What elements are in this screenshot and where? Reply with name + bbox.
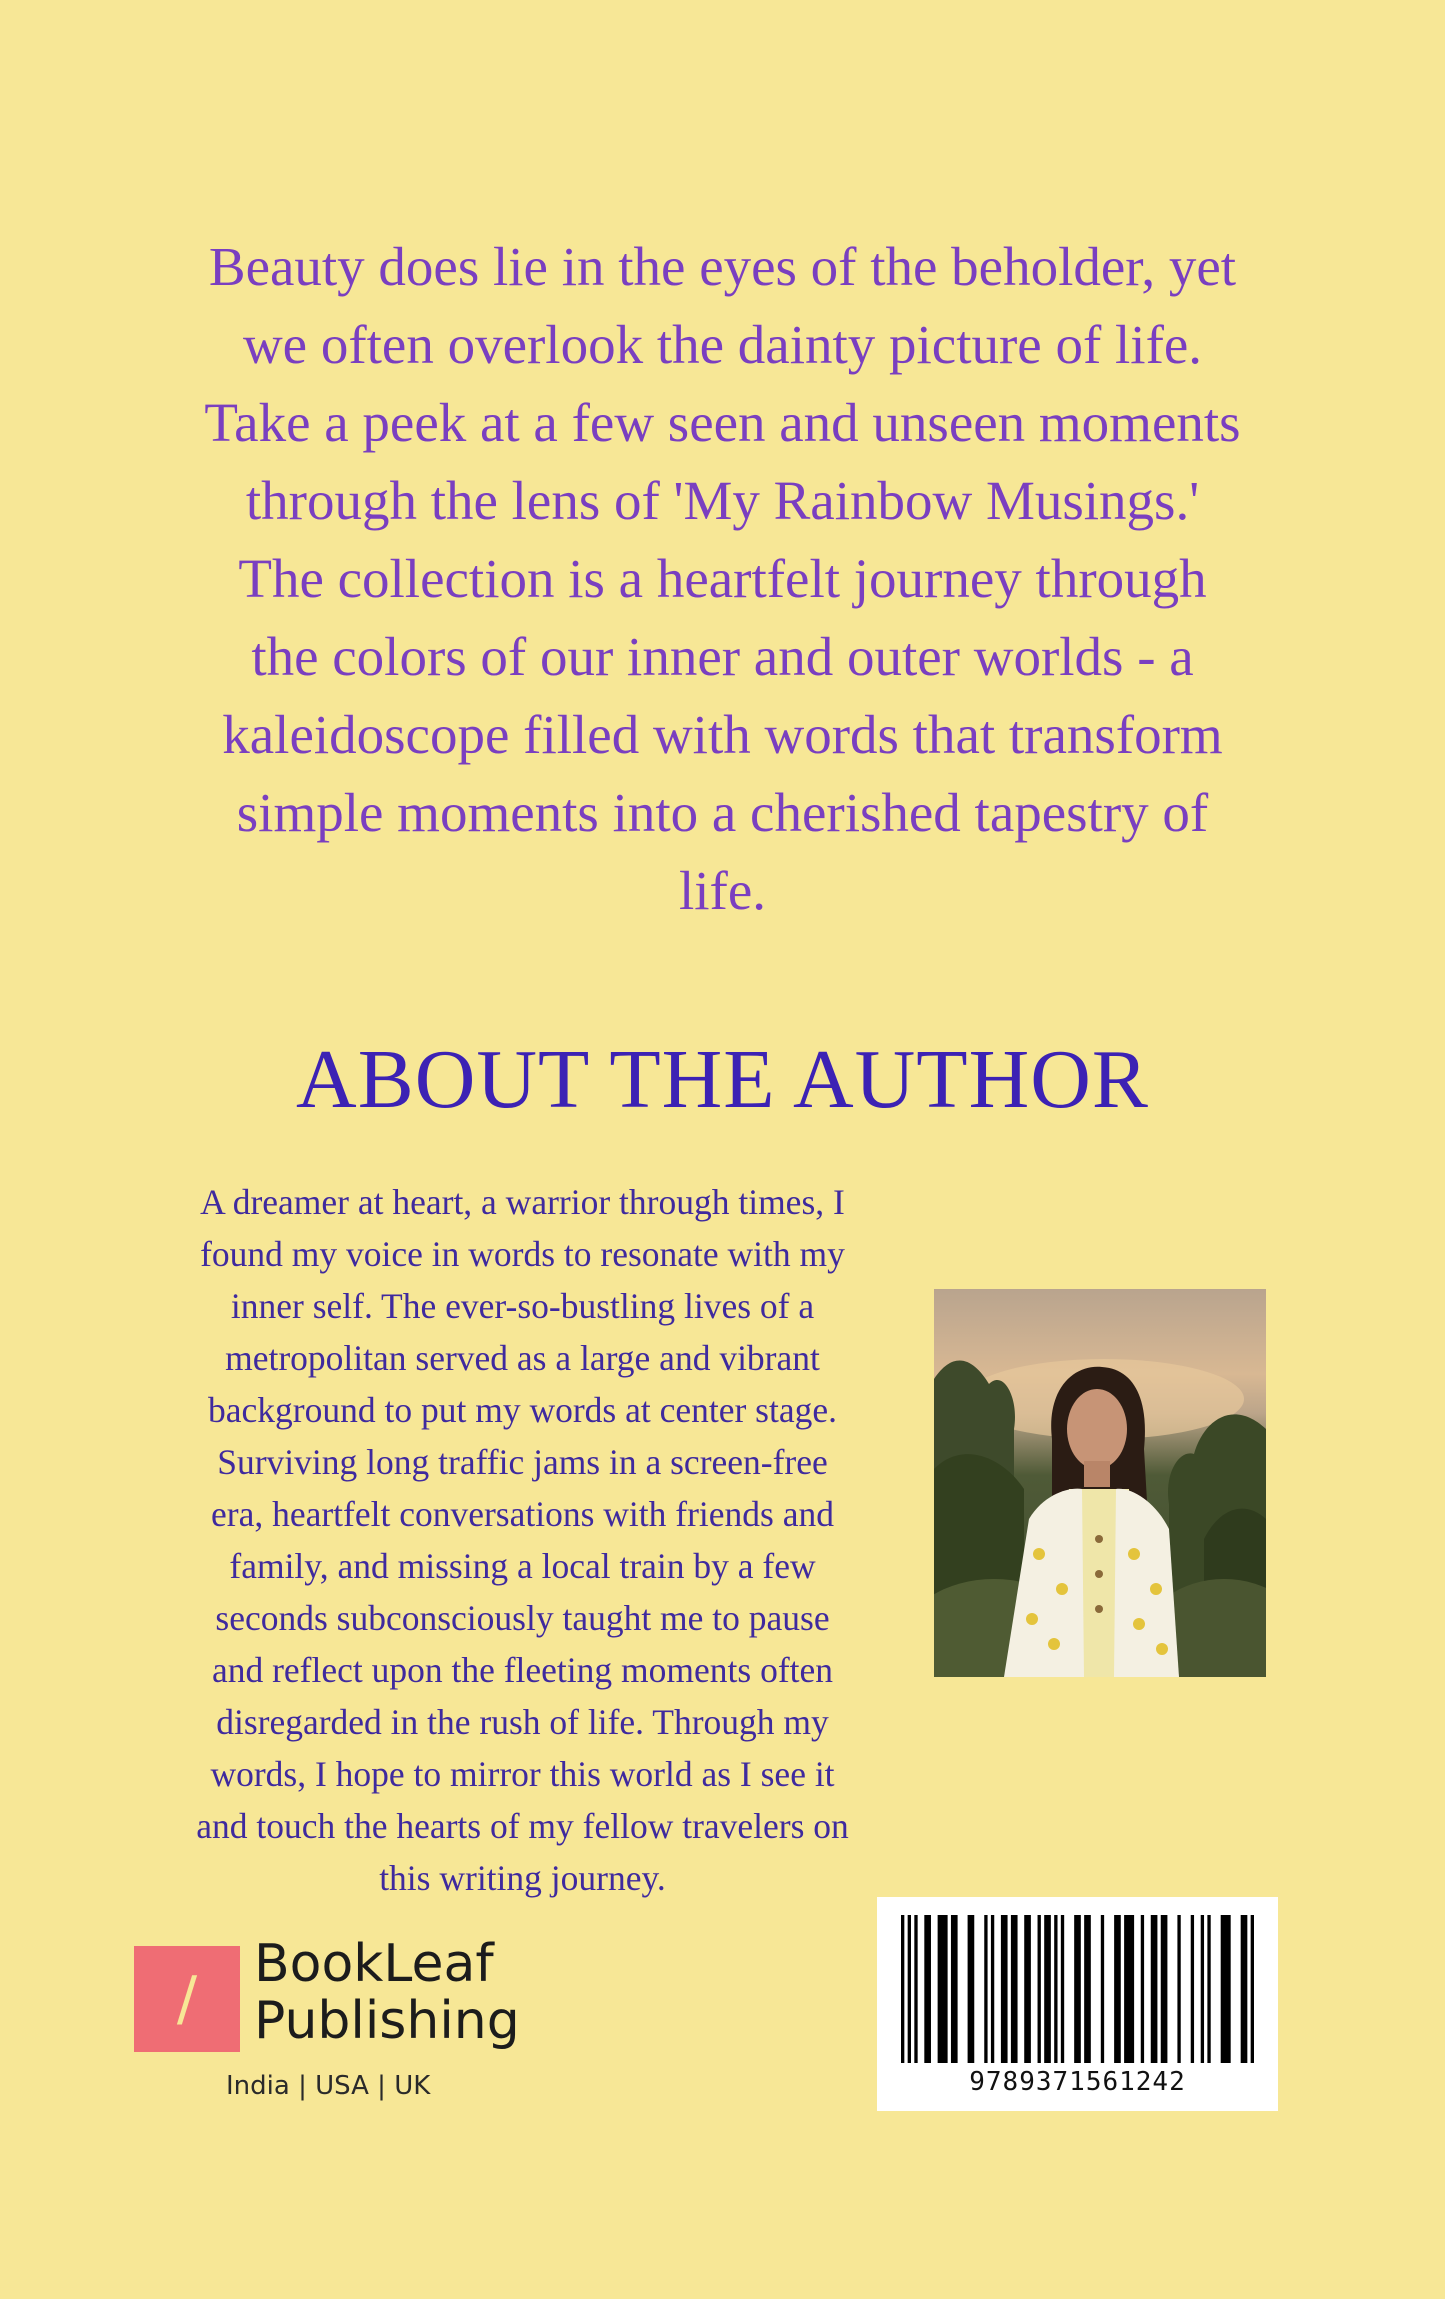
author-photo [934,1289,1266,1677]
barcode-bar [951,1915,958,2063]
bio-line: Surviving long traffic jams in a screen-free [217,1442,828,1482]
barcode-bar [1074,1915,1081,2063]
bio-line: and touch the hearts of my fellow travelers on [196,1806,849,1846]
barcode-bar [1251,1915,1254,2063]
barcode-bar [908,1915,911,2063]
logo-slash: / [176,1964,198,2034]
barcode-bar [914,1915,917,2063]
barcode-bar [1038,1915,1041,2063]
blurb-line: simple moments into a cherished tapestry of [236,782,1209,843]
bio-line: disregarded in the rush of life. Through my [216,1702,829,1742]
barcode-bar [1001,1915,1008,2063]
barcode-bar [1177,1915,1180,2063]
barcode-bar [938,1915,948,2063]
barcode-bar [1114,1915,1121,2063]
bio-line: seconds subconsciously taught me to pause [215,1598,830,1638]
bio-line: family, and missing a local train by a few [229,1546,816,1586]
barcode-bar [1044,1915,1051,2063]
barcode-bar [968,1915,975,2063]
isbn-number: 9789371561242 [969,2067,1186,2097]
barcode-bar [1161,1915,1168,2063]
author-bio [140,1176,905,1904]
isbn-barcode [877,1897,1278,2111]
barcode-bar [1124,1915,1134,2063]
barcode-bar [901,1915,904,2063]
bio-line: metropolitan served as a large and vibrant [225,1338,820,1378]
barcode-bar [984,1915,987,2063]
blurb-line: kaleidoscope filled with words that transform [222,704,1223,765]
blurb-line: Beauty does lie in the eyes of the beholder, yet [208,236,1237,297]
publisher-regions: India | USA | UK [226,2071,431,2101]
barcode-bar [924,1915,931,2063]
blurb-line: through the lens of 'My Rainbow Musings.' [245,470,1200,531]
barcode-bar [1221,1915,1231,2063]
barcode-bar [1011,1915,1018,2063]
barcode-bar [1151,1915,1158,2063]
bio-line: background to put my words at center stage. [208,1390,837,1430]
bio-line: inner self. The ever-so-bustling lives of a [230,1286,815,1326]
bio-line: A dreamer at heart, a warrior through times, I [200,1182,845,1222]
blurb-line: the colors of our inner and outer worlds - a [251,626,1194,687]
barcode-bar [991,1915,994,2063]
about-the-author-heading: ABOUT THE AUTHOR [296,1033,1149,1126]
barcode-bar [1207,1915,1210,2063]
blurb-line: we often overlook the dainty picture of life. [242,314,1203,375]
barcode-bars [901,1915,1254,2063]
publisher-name-line2: Publishing [254,1991,520,2051]
barcode-bar [1191,1915,1194,2063]
barcode-bar [1244,1915,1247,2063]
blurb-line: life. [678,860,767,921]
bio-line: words, I hope to mirror this world as I see it [210,1754,835,1794]
bio-line: this writing journey. [379,1858,666,1898]
back-cover-blurb [130,228,1315,930]
bio-line: found my voice in words to resonate with my [200,1234,845,1274]
barcode-bar [1201,1915,1204,2063]
bookleaf-logo-icon [134,1946,240,2052]
barcode-bar [1061,1915,1064,2063]
barcode-bar [1241,1915,1244,2063]
blurb-line: Take a peek at a few seen and unseen moments [204,392,1241,453]
barcode-bar [1084,1915,1091,2063]
barcode-bar [1054,1915,1057,2063]
bio-line: and reflect upon the fleeting moments often [211,1650,834,1690]
barcode-bar [1024,1915,1031,2063]
publisher-name-line1: BookLeaf [254,1934,494,1994]
blurb-line: The collection is a heartfelt journey through [238,548,1207,609]
bio-line: era, heartfelt conversations with friends and [211,1494,834,1534]
barcode-bar [1141,1915,1144,2063]
barcode-bar [1101,1915,1104,2063]
publisher-name [254,1936,520,2050]
